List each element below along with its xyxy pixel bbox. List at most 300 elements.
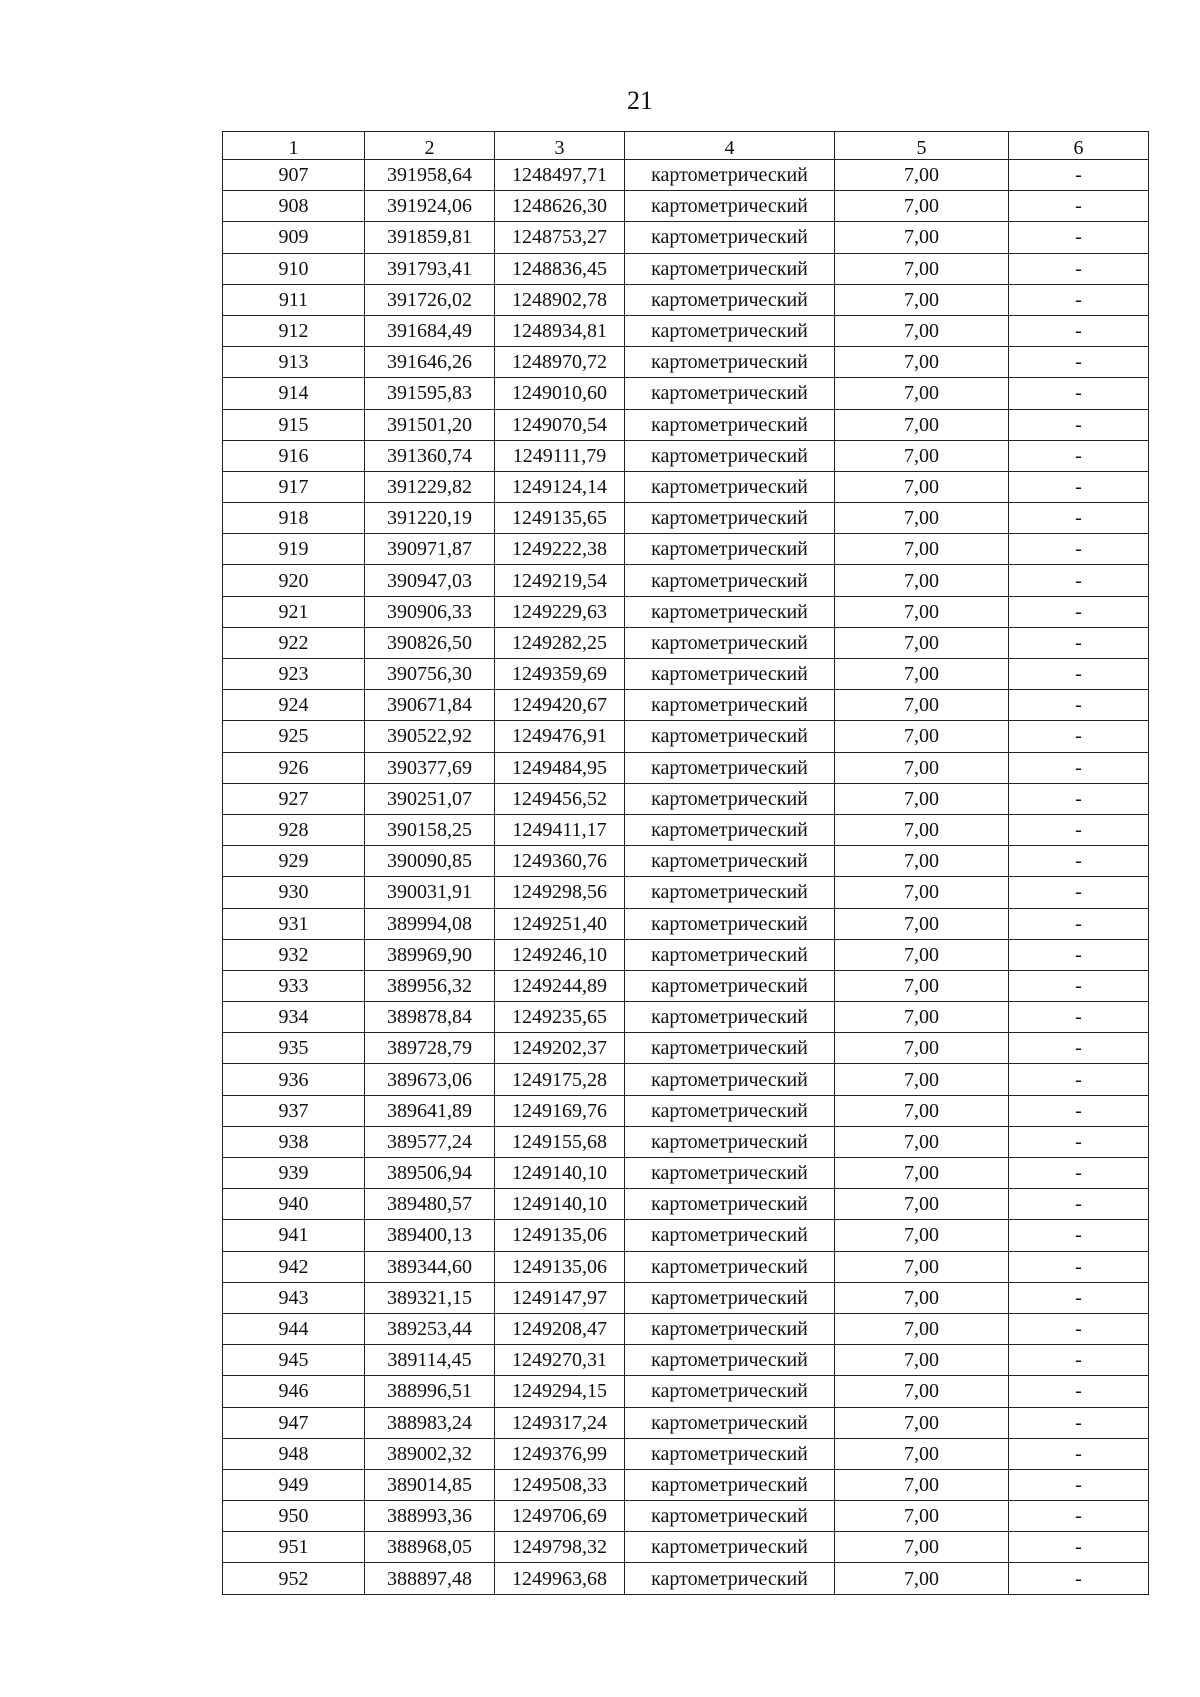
table-row bbox=[223, 409, 1149, 440]
cell-x-coordinate: 389969,90 bbox=[365, 939, 495, 970]
cell-accuracy: 7,00 bbox=[835, 814, 1009, 845]
cell-accuracy: 7,00 bbox=[835, 534, 1009, 565]
cell-method: картометрический bbox=[625, 1033, 835, 1064]
column-header-4: 4 bbox=[625, 132, 835, 160]
cell-x-coordinate: 389002,32 bbox=[365, 1438, 495, 1469]
cell-x-coordinate: 391958,64 bbox=[365, 160, 495, 191]
cell-x-coordinate: 389673,06 bbox=[365, 1064, 495, 1095]
cell-point-number: 927 bbox=[223, 783, 365, 814]
cell-point-number: 928 bbox=[223, 814, 365, 845]
cell-accuracy: 7,00 bbox=[835, 378, 1009, 409]
cell-point-number: 931 bbox=[223, 908, 365, 939]
table-row bbox=[223, 846, 1149, 877]
cell-point-number: 923 bbox=[223, 659, 365, 690]
cell-point-number: 935 bbox=[223, 1033, 365, 1064]
table-row bbox=[223, 284, 1149, 315]
cell-point-number: 919 bbox=[223, 534, 365, 565]
cell-point-number: 944 bbox=[223, 1313, 365, 1344]
cell-method: картометрический bbox=[625, 752, 835, 783]
cell-accuracy: 7,00 bbox=[835, 596, 1009, 627]
cell-note: - bbox=[1009, 877, 1149, 908]
cell-note: - bbox=[1009, 783, 1149, 814]
cell-x-coordinate: 390826,50 bbox=[365, 627, 495, 658]
cell-x-coordinate: 389641,89 bbox=[365, 1095, 495, 1126]
cell-x-coordinate: 388983,24 bbox=[365, 1407, 495, 1438]
cell-y-coordinate: 1249360,76 bbox=[495, 846, 625, 877]
cell-x-coordinate: 389253,44 bbox=[365, 1313, 495, 1344]
cell-method: картометрический bbox=[625, 970, 835, 1001]
cell-method: картометрический bbox=[625, 908, 835, 939]
cell-note: - bbox=[1009, 1345, 1149, 1376]
cell-point-number: 952 bbox=[223, 1563, 365, 1594]
cell-point-number: 946 bbox=[223, 1376, 365, 1407]
cell-method: картометрический bbox=[625, 1189, 835, 1220]
cell-y-coordinate: 1249298,56 bbox=[495, 877, 625, 908]
table-row bbox=[223, 1532, 1149, 1563]
cell-accuracy: 7,00 bbox=[835, 970, 1009, 1001]
cell-x-coordinate: 390522,92 bbox=[365, 721, 495, 752]
cell-accuracy: 7,00 bbox=[835, 1407, 1009, 1438]
cell-point-number: 936 bbox=[223, 1064, 365, 1095]
cell-point-number: 914 bbox=[223, 378, 365, 409]
cell-method: картометрический bbox=[625, 721, 835, 752]
cell-accuracy: 7,00 bbox=[835, 191, 1009, 222]
cell-accuracy: 7,00 bbox=[835, 1345, 1009, 1376]
cell-method: картометрический bbox=[625, 1563, 835, 1594]
cell-note: - bbox=[1009, 1158, 1149, 1189]
table-row bbox=[223, 565, 1149, 596]
cell-x-coordinate: 390158,25 bbox=[365, 814, 495, 845]
cell-note: - bbox=[1009, 440, 1149, 471]
cell-y-coordinate: 1249070,54 bbox=[495, 409, 625, 440]
cell-method: картометрический bbox=[625, 315, 835, 346]
cell-x-coordinate: 388996,51 bbox=[365, 1376, 495, 1407]
table-row bbox=[223, 347, 1149, 378]
cell-point-number: 920 bbox=[223, 565, 365, 596]
cell-accuracy: 7,00 bbox=[835, 752, 1009, 783]
cell-method: картометрический bbox=[625, 596, 835, 627]
cell-y-coordinate: 1249010,60 bbox=[495, 378, 625, 409]
column-header-5: 5 bbox=[835, 132, 1009, 160]
cell-x-coordinate: 389344,60 bbox=[365, 1251, 495, 1282]
cell-y-coordinate: 1248753,27 bbox=[495, 222, 625, 253]
table-row bbox=[223, 1095, 1149, 1126]
cell-x-coordinate: 391726,02 bbox=[365, 284, 495, 315]
cell-point-number: 907 bbox=[223, 160, 365, 191]
cell-y-coordinate: 1249140,10 bbox=[495, 1189, 625, 1220]
table-row bbox=[223, 659, 1149, 690]
header-row bbox=[223, 132, 1149, 160]
cell-method: картометрический bbox=[625, 440, 835, 471]
table-row bbox=[223, 939, 1149, 970]
cell-y-coordinate: 1248970,72 bbox=[495, 347, 625, 378]
cell-x-coordinate: 389114,45 bbox=[365, 1345, 495, 1376]
cell-method: картометрический bbox=[625, 1158, 835, 1189]
table-row bbox=[223, 627, 1149, 658]
cell-point-number: 939 bbox=[223, 1158, 365, 1189]
cell-y-coordinate: 1249270,31 bbox=[495, 1345, 625, 1376]
cell-y-coordinate: 1249219,54 bbox=[495, 565, 625, 596]
cell-y-coordinate: 1249456,52 bbox=[495, 783, 625, 814]
cell-accuracy: 7,00 bbox=[835, 908, 1009, 939]
cell-x-coordinate: 391595,83 bbox=[365, 378, 495, 409]
cell-accuracy: 7,00 bbox=[835, 1095, 1009, 1126]
cell-method: картометрический bbox=[625, 378, 835, 409]
cell-note: - bbox=[1009, 534, 1149, 565]
cell-accuracy: 7,00 bbox=[835, 1313, 1009, 1344]
cell-y-coordinate: 1249135,06 bbox=[495, 1251, 625, 1282]
cell-accuracy: 7,00 bbox=[835, 1002, 1009, 1033]
cell-point-number: 926 bbox=[223, 752, 365, 783]
cell-note: - bbox=[1009, 1501, 1149, 1532]
cell-y-coordinate: 1248497,71 bbox=[495, 160, 625, 191]
cell-note: - bbox=[1009, 1064, 1149, 1095]
table-row bbox=[223, 596, 1149, 627]
cell-point-number: 950 bbox=[223, 1501, 365, 1532]
cell-y-coordinate: 1249246,10 bbox=[495, 939, 625, 970]
cell-y-coordinate: 1249140,10 bbox=[495, 1158, 625, 1189]
table-row bbox=[223, 1002, 1149, 1033]
cell-note: - bbox=[1009, 1438, 1149, 1469]
cell-note: - bbox=[1009, 596, 1149, 627]
table-row bbox=[223, 908, 1149, 939]
cell-note: - bbox=[1009, 1033, 1149, 1064]
cell-x-coordinate: 389956,32 bbox=[365, 970, 495, 1001]
cell-note: - bbox=[1009, 814, 1149, 845]
cell-x-coordinate: 391924,06 bbox=[365, 191, 495, 222]
table-row bbox=[223, 315, 1149, 346]
cell-note: - bbox=[1009, 690, 1149, 721]
cell-accuracy: 7,00 bbox=[835, 347, 1009, 378]
cell-method: картометрический bbox=[625, 1313, 835, 1344]
cell-y-coordinate: 1248934,81 bbox=[495, 315, 625, 346]
cell-point-number: 915 bbox=[223, 409, 365, 440]
table-row bbox=[223, 160, 1149, 191]
cell-x-coordinate: 391646,26 bbox=[365, 347, 495, 378]
cell-x-coordinate: 389728,79 bbox=[365, 1033, 495, 1064]
cell-point-number: 941 bbox=[223, 1220, 365, 1251]
table-row bbox=[223, 877, 1149, 908]
cell-x-coordinate: 388993,36 bbox=[365, 1501, 495, 1532]
cell-point-number: 921 bbox=[223, 596, 365, 627]
table-row bbox=[223, 721, 1149, 752]
cell-note: - bbox=[1009, 721, 1149, 752]
cell-point-number: 932 bbox=[223, 939, 365, 970]
cell-note: - bbox=[1009, 1407, 1149, 1438]
cell-x-coordinate: 389577,24 bbox=[365, 1126, 495, 1157]
cell-accuracy: 7,00 bbox=[835, 503, 1009, 534]
cell-accuracy: 7,00 bbox=[835, 471, 1009, 502]
cell-y-coordinate: 1249484,95 bbox=[495, 752, 625, 783]
table-row bbox=[223, 191, 1149, 222]
table-row bbox=[223, 814, 1149, 845]
cell-x-coordinate: 390090,85 bbox=[365, 846, 495, 877]
table-row bbox=[223, 1438, 1149, 1469]
cell-point-number: 945 bbox=[223, 1345, 365, 1376]
cell-x-coordinate: 389400,13 bbox=[365, 1220, 495, 1251]
cell-method: картометрический bbox=[625, 191, 835, 222]
cell-method: картометрический bbox=[625, 1501, 835, 1532]
table-row bbox=[223, 1033, 1149, 1064]
cell-y-coordinate: 1249169,76 bbox=[495, 1095, 625, 1126]
cell-note: - bbox=[1009, 378, 1149, 409]
table-row bbox=[223, 253, 1149, 284]
cell-point-number: 948 bbox=[223, 1438, 365, 1469]
cell-method: картометрический bbox=[625, 939, 835, 970]
cell-point-number: 917 bbox=[223, 471, 365, 502]
cell-x-coordinate: 390031,91 bbox=[365, 877, 495, 908]
cell-y-coordinate: 1249476,91 bbox=[495, 721, 625, 752]
cell-x-coordinate: 390906,33 bbox=[365, 596, 495, 627]
cell-point-number: 913 bbox=[223, 347, 365, 378]
cell-note: - bbox=[1009, 1532, 1149, 1563]
cell-note: - bbox=[1009, 627, 1149, 658]
table-row bbox=[223, 378, 1149, 409]
table-row bbox=[223, 1469, 1149, 1500]
coordinates-table bbox=[222, 131, 1149, 1595]
cell-point-number: 908 bbox=[223, 191, 365, 222]
table-header bbox=[223, 132, 1149, 160]
table-row bbox=[223, 1126, 1149, 1157]
cell-note: - bbox=[1009, 1220, 1149, 1251]
table-row bbox=[223, 970, 1149, 1001]
cell-accuracy: 7,00 bbox=[835, 1126, 1009, 1157]
cell-method: картометрический bbox=[625, 1251, 835, 1282]
cell-point-number: 938 bbox=[223, 1126, 365, 1157]
cell-method: картометрический bbox=[625, 1126, 835, 1157]
cell-note: - bbox=[1009, 1563, 1149, 1594]
cell-accuracy: 7,00 bbox=[835, 440, 1009, 471]
cell-accuracy: 7,00 bbox=[835, 1282, 1009, 1313]
cell-note: - bbox=[1009, 222, 1149, 253]
table-row bbox=[223, 1220, 1149, 1251]
cell-accuracy: 7,00 bbox=[835, 721, 1009, 752]
cell-y-coordinate: 1248626,30 bbox=[495, 191, 625, 222]
cell-y-coordinate: 1249229,63 bbox=[495, 596, 625, 627]
cell-y-coordinate: 1249111,79 bbox=[495, 440, 625, 471]
cell-method: картометрический bbox=[625, 1407, 835, 1438]
page-number: 21 bbox=[627, 86, 653, 115]
cell-point-number: 911 bbox=[223, 284, 365, 315]
cell-y-coordinate: 1249155,68 bbox=[495, 1126, 625, 1157]
cell-method: картометрический bbox=[625, 503, 835, 534]
cell-point-number: 937 bbox=[223, 1095, 365, 1126]
cell-y-coordinate: 1248902,78 bbox=[495, 284, 625, 315]
cell-x-coordinate: 390377,69 bbox=[365, 752, 495, 783]
cell-method: картометрический bbox=[625, 783, 835, 814]
cell-point-number: 947 bbox=[223, 1407, 365, 1438]
cell-note: - bbox=[1009, 284, 1149, 315]
cell-y-coordinate: 1249376,99 bbox=[495, 1438, 625, 1469]
cell-note: - bbox=[1009, 1002, 1149, 1033]
cell-x-coordinate: 391684,49 bbox=[365, 315, 495, 346]
cell-y-coordinate: 1249244,89 bbox=[495, 970, 625, 1001]
cell-accuracy: 7,00 bbox=[835, 1033, 1009, 1064]
cell-accuracy: 7,00 bbox=[835, 690, 1009, 721]
cell-accuracy: 7,00 bbox=[835, 1563, 1009, 1594]
cell-method: картометрический bbox=[625, 846, 835, 877]
cell-accuracy: 7,00 bbox=[835, 877, 1009, 908]
cell-y-coordinate: 1249706,69 bbox=[495, 1501, 625, 1532]
table-row bbox=[223, 534, 1149, 565]
column-header-2: 2 bbox=[365, 132, 495, 160]
cell-accuracy: 7,00 bbox=[835, 284, 1009, 315]
cell-x-coordinate: 391859,81 bbox=[365, 222, 495, 253]
table-body bbox=[223, 160, 1149, 1595]
table-row bbox=[223, 752, 1149, 783]
cell-accuracy: 7,00 bbox=[835, 659, 1009, 690]
cell-note: - bbox=[1009, 1469, 1149, 1500]
cell-accuracy: 7,00 bbox=[835, 222, 1009, 253]
table-row bbox=[223, 503, 1149, 534]
cell-method: картометрический bbox=[625, 1064, 835, 1095]
cell-note: - bbox=[1009, 471, 1149, 502]
cell-accuracy: 7,00 bbox=[835, 1438, 1009, 1469]
cell-x-coordinate: 390251,07 bbox=[365, 783, 495, 814]
cell-x-coordinate: 391229,82 bbox=[365, 471, 495, 502]
cell-point-number: 910 bbox=[223, 253, 365, 284]
cell-method: картометрический bbox=[625, 877, 835, 908]
cell-note: - bbox=[1009, 1095, 1149, 1126]
cell-point-number: 934 bbox=[223, 1002, 365, 1033]
cell-accuracy: 7,00 bbox=[835, 1158, 1009, 1189]
cell-note: - bbox=[1009, 409, 1149, 440]
cell-x-coordinate: 388968,05 bbox=[365, 1532, 495, 1563]
cell-accuracy: 7,00 bbox=[835, 1220, 1009, 1251]
cell-y-coordinate: 1249175,28 bbox=[495, 1064, 625, 1095]
table-row bbox=[223, 1282, 1149, 1313]
cell-accuracy: 7,00 bbox=[835, 1189, 1009, 1220]
cell-note: - bbox=[1009, 846, 1149, 877]
cell-x-coordinate: 390671,84 bbox=[365, 690, 495, 721]
cell-y-coordinate: 1249135,65 bbox=[495, 503, 625, 534]
table-row bbox=[223, 690, 1149, 721]
cell-note: - bbox=[1009, 191, 1149, 222]
cell-note: - bbox=[1009, 1282, 1149, 1313]
table-row bbox=[223, 1251, 1149, 1282]
cell-x-coordinate: 389014,85 bbox=[365, 1469, 495, 1500]
cell-accuracy: 7,00 bbox=[835, 1469, 1009, 1500]
cell-accuracy: 7,00 bbox=[835, 939, 1009, 970]
cell-accuracy: 7,00 bbox=[835, 1501, 1009, 1532]
table-row bbox=[223, 1376, 1149, 1407]
cell-point-number: 924 bbox=[223, 690, 365, 721]
cell-note: - bbox=[1009, 1313, 1149, 1344]
cell-accuracy: 7,00 bbox=[835, 315, 1009, 346]
table-row bbox=[223, 1064, 1149, 1095]
cell-point-number: 909 bbox=[223, 222, 365, 253]
cell-accuracy: 7,00 bbox=[835, 783, 1009, 814]
cell-y-coordinate: 1249317,24 bbox=[495, 1407, 625, 1438]
cell-method: картометрический bbox=[625, 1345, 835, 1376]
cell-note: - bbox=[1009, 503, 1149, 534]
cell-y-coordinate: 1249294,15 bbox=[495, 1376, 625, 1407]
cell-note: - bbox=[1009, 970, 1149, 1001]
cell-method: картометрический bbox=[625, 253, 835, 284]
cell-method: картометрический bbox=[625, 1220, 835, 1251]
cell-x-coordinate: 391220,19 bbox=[365, 503, 495, 534]
cell-point-number: 940 bbox=[223, 1189, 365, 1220]
cell-method: картометрический bbox=[625, 534, 835, 565]
cell-x-coordinate: 389321,15 bbox=[365, 1282, 495, 1313]
cell-x-coordinate: 389480,57 bbox=[365, 1189, 495, 1220]
cell-method: картометрический bbox=[625, 1469, 835, 1500]
cell-method: картометрический bbox=[625, 1095, 835, 1126]
cell-accuracy: 7,00 bbox=[835, 1376, 1009, 1407]
cell-note: - bbox=[1009, 315, 1149, 346]
cell-note: - bbox=[1009, 1126, 1149, 1157]
cell-note: - bbox=[1009, 347, 1149, 378]
cell-method: картометрический bbox=[625, 814, 835, 845]
cell-point-number: 949 bbox=[223, 1469, 365, 1500]
cell-point-number: 916 bbox=[223, 440, 365, 471]
cell-method: картометрический bbox=[625, 1002, 835, 1033]
cell-accuracy: 7,00 bbox=[835, 409, 1009, 440]
cell-accuracy: 7,00 bbox=[835, 1064, 1009, 1095]
cell-x-coordinate: 390971,87 bbox=[365, 534, 495, 565]
cell-note: - bbox=[1009, 160, 1149, 191]
cell-accuracy: 7,00 bbox=[835, 1532, 1009, 1563]
cell-note: - bbox=[1009, 908, 1149, 939]
cell-note: - bbox=[1009, 1376, 1149, 1407]
cell-y-coordinate: 1249963,68 bbox=[495, 1563, 625, 1594]
cell-y-coordinate: 1248836,45 bbox=[495, 253, 625, 284]
cell-note: - bbox=[1009, 1251, 1149, 1282]
cell-accuracy: 7,00 bbox=[835, 846, 1009, 877]
cell-note: - bbox=[1009, 1189, 1149, 1220]
cell-y-coordinate: 1249359,69 bbox=[495, 659, 625, 690]
cell-point-number: 933 bbox=[223, 970, 365, 1001]
cell-y-coordinate: 1249282,25 bbox=[495, 627, 625, 658]
column-header-6: 6 bbox=[1009, 132, 1149, 160]
cell-method: картометрический bbox=[625, 160, 835, 191]
cell-x-coordinate: 389994,08 bbox=[365, 908, 495, 939]
cell-method: картометрический bbox=[625, 627, 835, 658]
cell-method: картометрический bbox=[625, 690, 835, 721]
cell-x-coordinate: 388897,48 bbox=[365, 1563, 495, 1594]
cell-y-coordinate: 1249508,33 bbox=[495, 1469, 625, 1500]
cell-x-coordinate: 389506,94 bbox=[365, 1158, 495, 1189]
cell-method: картометрический bbox=[625, 1438, 835, 1469]
cell-y-coordinate: 1249147,97 bbox=[495, 1282, 625, 1313]
cell-x-coordinate: 391360,74 bbox=[365, 440, 495, 471]
table-row bbox=[223, 1345, 1149, 1376]
table-row bbox=[223, 1313, 1149, 1344]
table-row bbox=[223, 440, 1149, 471]
cell-y-coordinate: 1249420,67 bbox=[495, 690, 625, 721]
cell-method: картометрический bbox=[625, 284, 835, 315]
cell-point-number: 930 bbox=[223, 877, 365, 908]
cell-note: - bbox=[1009, 752, 1149, 783]
cell-x-coordinate: 391793,41 bbox=[365, 253, 495, 284]
cell-point-number: 918 bbox=[223, 503, 365, 534]
cell-accuracy: 7,00 bbox=[835, 1251, 1009, 1282]
cell-y-coordinate: 1249135,06 bbox=[495, 1220, 625, 1251]
cell-y-coordinate: 1249251,40 bbox=[495, 908, 625, 939]
cell-y-coordinate: 1249798,32 bbox=[495, 1532, 625, 1563]
cell-x-coordinate: 391501,20 bbox=[365, 409, 495, 440]
cell-method: картометрический bbox=[625, 1376, 835, 1407]
cell-point-number: 951 bbox=[223, 1532, 365, 1563]
cell-y-coordinate: 1249202,37 bbox=[495, 1033, 625, 1064]
cell-point-number: 943 bbox=[223, 1282, 365, 1313]
column-header-3: 3 bbox=[495, 132, 625, 160]
table-row bbox=[223, 471, 1149, 502]
table-row bbox=[223, 1189, 1149, 1220]
cell-method: картометрический bbox=[625, 659, 835, 690]
cell-x-coordinate: 390947,03 bbox=[365, 565, 495, 596]
cell-accuracy: 7,00 bbox=[835, 627, 1009, 658]
